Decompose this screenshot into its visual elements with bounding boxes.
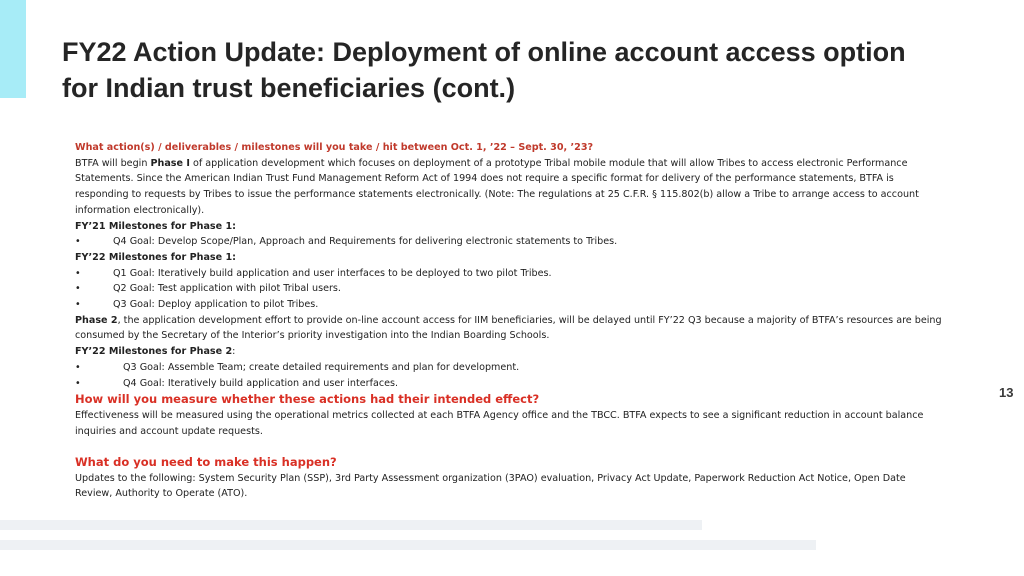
title-line-1: FY22 Action Update: Deployment of online account access option <box>62 37 906 67</box>
page-number: 13 <box>999 385 1014 400</box>
measure-paragraph: Effectiveness will be measured using the operational metrics collected at each BTFA Agency office and the TBCC. BTFA expects to see a significant reduction in account balance inquiries and account update requests. <box>75 410 924 437</box>
slide-body <box>75 140 945 502</box>
phase1-paragraph <box>75 156 945 219</box>
milestone-text: Q2 Goal: Test application with pilot Tribal users. <box>113 283 341 295</box>
bullet-icon: • <box>75 283 81 295</box>
bullet-icon: • <box>75 299 81 311</box>
bullet-icon: • <box>75 236 81 248</box>
phase1-text-pre: BTFA will begin <box>75 157 151 169</box>
accent-bar <box>0 0 26 98</box>
fy22-phase2-heading-text: FY’22 Milestones for Phase 2 <box>75 346 233 358</box>
list-item <box>75 297 945 313</box>
question-needs: What do you need to make this happen? <box>75 454 337 469</box>
needs-paragraph: Updates to the following: System Security Plan (SSP), 3rd Party Assessment organization (3PAO) evaluation, Privacy Act Update, Paperwork Reduction Act Notice, Open Date Review, Authority to Operate (ATO). <box>75 472 906 500</box>
phase2-text: , the application development effort to provide on-line account access for IIM beneficiaries, will be delayed until FY’22 Q3 because a majority of BTFA’s resources are being consumed by the Secretary of the Interior’s priority investigation into the Indian Boarding Schools. <box>75 314 942 342</box>
list-item <box>75 234 945 250</box>
phase1-bold: Phase I <box>150 157 190 169</box>
bullet-icon: • <box>75 377 81 389</box>
fy22-phase2-heading <box>75 344 945 360</box>
phase1-text-post: of application development which focuses on deployment of a prototype Tribal mobile module that will allow Tribes to access electronic Performance Statements. Since the American Indian Trust Fund Management Reform Act of 1994 does not require a specific format for delivery of the performance statements, BTFA is responding to requests by Tribes to issue the performance statements electronically. (Note: The regulations at 25 C.F.R. § 115.802(b) allow a Tribe to arrange access to account information electronically). <box>75 157 919 216</box>
bullet-icon: • <box>75 267 81 279</box>
list-item <box>75 266 945 282</box>
milestone-text: Q3 Goal: Assemble Team; create detailed requirements and plan for development. <box>123 361 520 373</box>
question-measure: How will you measure whether these actions had their intended effect? <box>75 392 540 407</box>
milestone-text: Q1 Goal: Iteratively build application and user interfaces to be deployed to two pilot Tribes. <box>113 267 552 279</box>
milestone-text: Q4 Goal: Iteratively build application and user interfaces. <box>123 377 399 389</box>
milestone-text: Q3 Goal: Deploy application to pilot Tribes. <box>113 299 319 311</box>
phase2-bold: Phase 2 <box>75 314 118 326</box>
list-item <box>75 360 945 376</box>
milestone-text: Q4 Goal: Develop Scope/Plan, Approach and Requirements for delivering electronic statements to Tribes. <box>113 236 618 248</box>
phase2-paragraph <box>75 313 945 344</box>
fy22-phase2-colon: : <box>232 346 236 358</box>
footer-band-1 <box>0 520 702 530</box>
list-item <box>75 281 945 297</box>
list-item <box>75 376 945 392</box>
footer-band-2 <box>0 540 816 550</box>
title-line-2: for Indian trust beneficiaries (cont.) <box>62 73 516 103</box>
question-actions: What action(s) / deliverables / milestones will you take / hit between Oct. 1, ’22 – Sept. 30, ’23? <box>75 142 594 153</box>
fy22-milestones-heading: FY’22 Milestones for Phase 1: <box>75 251 236 263</box>
fy21-milestones-heading: FY’21 Milestones for Phase 1: <box>75 220 236 232</box>
bullet-icon: • <box>75 361 81 373</box>
slide-title <box>62 34 982 106</box>
